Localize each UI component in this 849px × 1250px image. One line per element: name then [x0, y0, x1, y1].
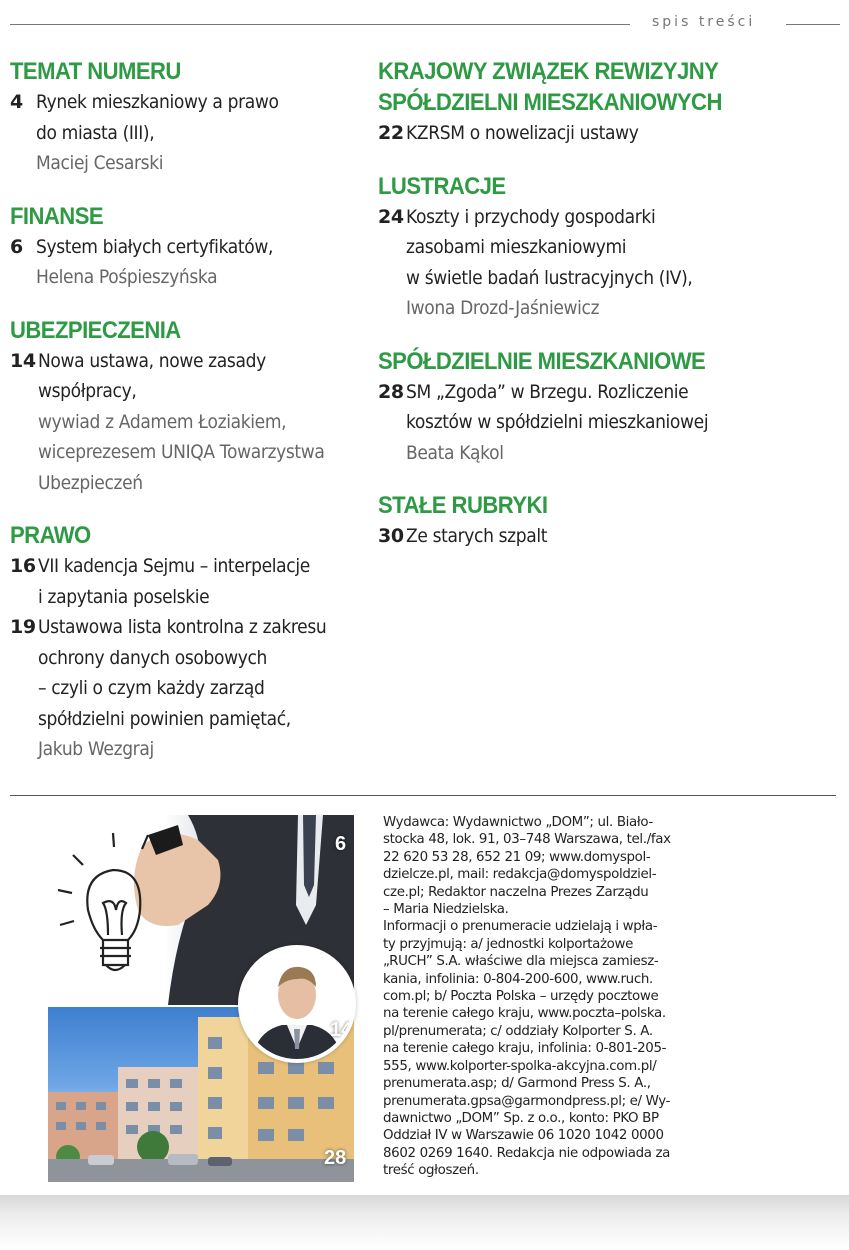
entry-author-line: Helena Pośpieszyńska — [36, 266, 218, 288]
entry-title-line: kosztów w spółdzielni mieszkaniowej — [406, 411, 709, 433]
entry-author-line: Maciej Cesarski — [36, 152, 164, 174]
entry-title-line: i zapytania poselskie — [38, 585, 210, 608]
entry-title-line: Nowa ustawa, nowe zasady — [38, 349, 266, 372]
toc-section — [10, 315, 350, 499]
publisher-line: 22 620 53 28, 652 21 09; www.domyspol- — [383, 849, 651, 865]
entry-title-line: Rynek mieszkaniowy a prawo — [36, 91, 279, 113]
page-number-badge: 14 — [330, 1019, 353, 1041]
entry-title-line: KZRSM o nowelizacji ustawy — [406, 122, 639, 144]
toc-section — [378, 346, 838, 469]
page-number: 22 — [378, 122, 404, 144]
section-title: LUSTRACJE — [378, 172, 506, 200]
toc-entry — [10, 87, 350, 179]
publisher-info — [383, 814, 703, 1180]
toc-right-column — [378, 56, 838, 574]
publisher-line: dzielcze.pl, mail: redakcja@domyspoldziel- — [383, 867, 657, 883]
publisher-line: ty przyjmują: a/ jednostki kolportażowe — [383, 936, 634, 952]
publisher-line: Wydawca: Wydawnictwo „DOM”; ul. Biało- — [383, 815, 653, 830]
entry-title-line: – czyli o czym każdy zarząd — [38, 677, 265, 699]
publisher-line: prenumerata.asp; d/ Garmond Press S. A., — [383, 1076, 651, 1092]
entry-title-line: ochrony danych osobowych — [38, 646, 268, 669]
section-title: FINANSE — [10, 202, 104, 230]
entry-author-line: wywiad z Adamem Łoziakiem, — [38, 410, 287, 433]
page-number-badge: 28 — [324, 1147, 347, 1169]
page-number: 4 — [10, 91, 23, 113]
publisher-line: pl/prenumerata; c/ oddziały Kolporter S. A. — [383, 1023, 653, 1039]
entry-author-line: Jakub Wezgraj — [38, 738, 154, 760]
section-title: UBEZPIECZENIA — [10, 316, 181, 344]
entry-text — [38, 612, 358, 765]
section-title: STAŁE RUBRYKI — [378, 492, 548, 519]
toc-entry — [10, 346, 350, 499]
page-number: 30 — [378, 525, 404, 547]
publisher-line: cze.pl; Redaktor naczelna Prezes Zarządu — [383, 884, 649, 900]
publisher-line: com.pl; b/ Poczta Polska – urzędy pocztowe — [383, 989, 659, 1005]
section-title: PRAWO — [10, 522, 91, 549]
page-number: 24 — [378, 205, 404, 228]
toc-section — [10, 520, 350, 765]
page-number-badge: 6 — [335, 833, 347, 855]
toc-left-column — [10, 56, 350, 787]
publisher-line: stocka 48, lok. 91, 03–748 Warszawa, tel./fax — [383, 832, 671, 848]
entry-text — [38, 551, 350, 612]
toc-section — [10, 56, 350, 179]
section-title: KRAJOWY ZWIĄZEK REWIZYJNY — [378, 58, 719, 85]
toc-section — [378, 56, 838, 149]
page-shadow — [0, 1195, 849, 1250]
entry-title-line: do miasta (III), — [36, 121, 155, 144]
section-title: TEMAT NUMERU — [10, 58, 181, 85]
entry-title-line: Ze starych szpalt — [406, 525, 548, 547]
publisher-line: na terenie całego kraju, infolinia: 0-801-205- — [383, 1041, 667, 1057]
entry-title-line: zasobami mieszkaniowymi — [406, 236, 627, 258]
publisher-line: – Maria Niedzielska. — [383, 902, 509, 918]
publisher-line: prenumerata.gpsa@garmondpress.pl; e/ Wy- — [383, 1093, 671, 1109]
publisher-line: 8602 0269 1640. Redakcja nie odpowiada za — [383, 1145, 671, 1161]
entry-title-line: System białych certyfikatów, — [36, 235, 274, 258]
toc-entry — [378, 118, 838, 149]
toc-section — [378, 171, 838, 324]
entry-author-line: Iwona Drozd-Jaśniewicz — [406, 297, 600, 319]
divider — [10, 795, 836, 796]
toc-entry — [378, 202, 838, 324]
publisher-line: na terenie całego kraju, www.poczta–polska. — [383, 1006, 666, 1022]
publisher-line: Informacji o prenumeracie udzielają i wpła- — [383, 919, 658, 935]
toc-section — [378, 490, 838, 552]
publisher-line: dawnictwo „DOM” Sp. z o.o., konto: PKO BP — [383, 1110, 659, 1126]
toc-entry — [378, 521, 838, 552]
entry-text — [406, 377, 838, 469]
entry-text — [36, 87, 350, 179]
toc-entry — [10, 232, 350, 293]
entry-title-line: w świetle badań lustracyjnych (IV), — [406, 266, 693, 289]
entry-author-line: Beata Kąkol — [406, 441, 504, 464]
toc-entry — [10, 612, 350, 765]
page-number: 28 — [378, 380, 404, 403]
entry-title-line: spółdzielni powinien pamiętać, — [38, 707, 291, 730]
entry-text — [406, 202, 838, 324]
entry-title-line: współpracy, — [38, 380, 137, 402]
entry-title-line: SM „Zgoda” w Brzegu. Rozliczenie — [406, 380, 689, 403]
page-number: 16 — [10, 555, 36, 577]
toc-entry — [10, 551, 350, 612]
portrait-photo — [238, 945, 356, 1063]
section-label: spis treści — [652, 14, 756, 30]
entry-author-line: wiceprezesem UNIQA Towarzystwa — [38, 441, 325, 463]
entry-text — [36, 232, 350, 293]
entry-title-line: VII kadencja Sejmu – interpelacje — [38, 555, 310, 577]
page-number: 14 — [10, 349, 36, 372]
entry-title-line: Koszty i przychody gospodarki — [406, 205, 656, 228]
publisher-line: treść ogłoszeń. — [383, 1163, 479, 1179]
section-title: SPÓŁDZIELNIE MIESZKANIOWE — [378, 347, 706, 375]
publisher-line: 555, www.kolporter-spolka-akcyjna.com.pl/ — [383, 1058, 657, 1074]
page-number: 19 — [10, 616, 36, 638]
illustrations — [48, 815, 354, 1182]
toc-entry — [378, 377, 838, 469]
toc-section — [10, 201, 350, 293]
entry-text — [406, 118, 838, 149]
publisher-line: Oddział IV w Warszawie 06 1020 1042 0000 — [383, 1128, 664, 1144]
entry-text — [38, 346, 356, 499]
entry-author-line: Ubezpieczeń — [38, 471, 143, 494]
entry-text — [406, 521, 838, 552]
publisher-line: kania, infolinia: 0-804-200-600, www.ruch. — [383, 971, 653, 987]
header-rule-left — [10, 24, 630, 25]
page-number: 6 — [10, 235, 23, 258]
section-title: SPÓŁDZIELNI MIESZKANIOWYCH — [378, 89, 722, 116]
header-rule-right — [786, 24, 840, 25]
entry-title-line: Ustawowa lista kontrolna z zakresu — [38, 616, 327, 638]
publisher-line: „RUCH” S.A. właściwe dla miejsca zamiesz- — [383, 954, 659, 970]
